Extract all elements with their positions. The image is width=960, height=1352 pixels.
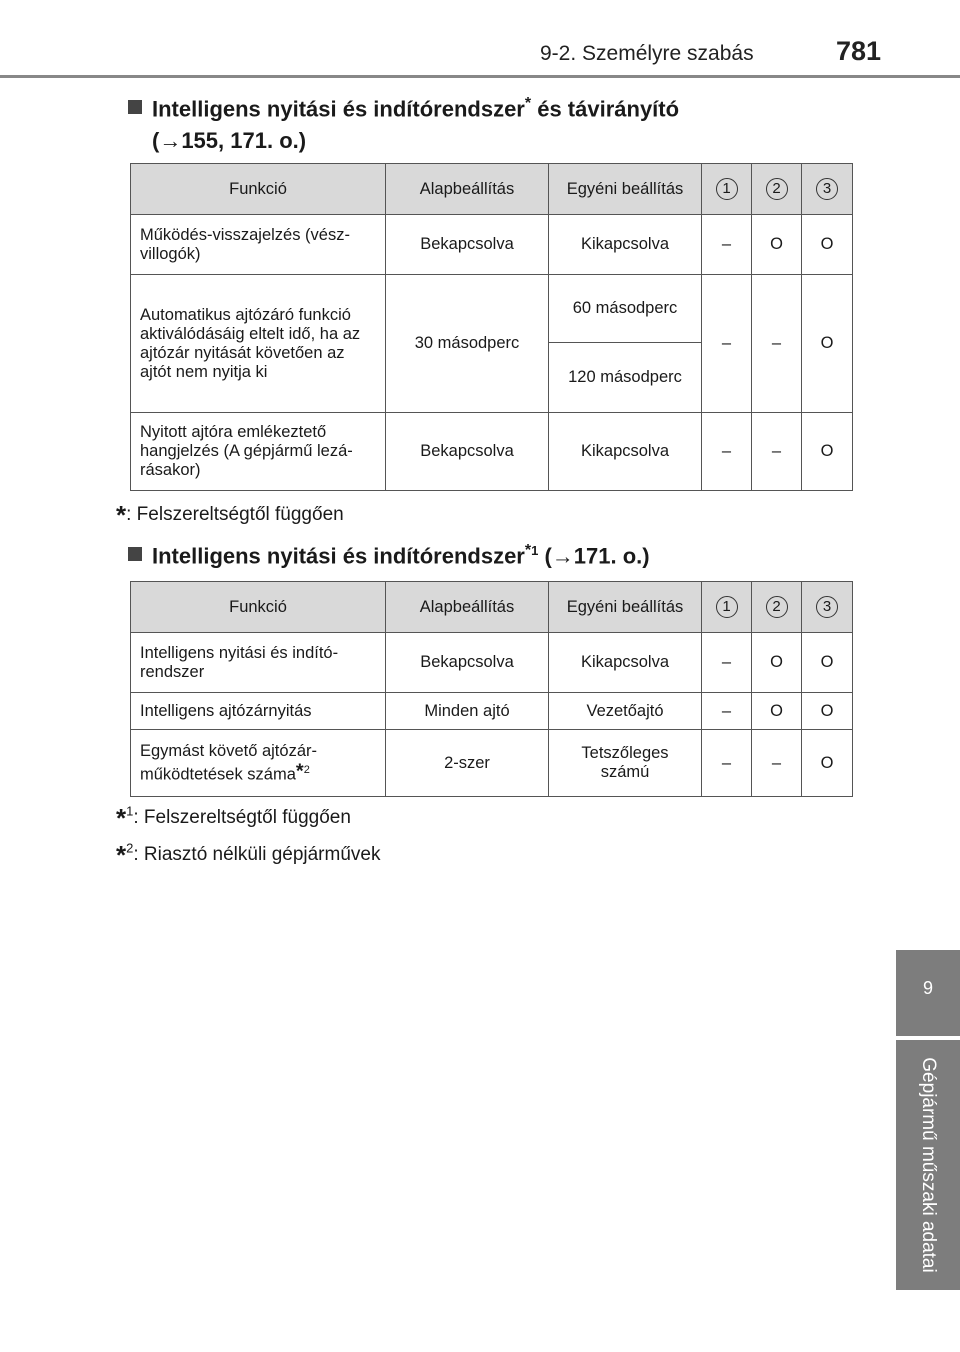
cell-col1: – [702, 413, 752, 491]
chapter-title: 9-2. Személyre szabás [540, 42, 754, 65]
section2-ref: (→171. o.) [538, 543, 650, 569]
col-header-3 [802, 582, 853, 633]
footnote-ref-star: * [295, 760, 304, 783]
cell-function [131, 730, 386, 797]
cell-custom-b: 120 másodperc [549, 343, 702, 413]
col-header-default: Alapbeállítás [386, 582, 549, 633]
table-row [131, 275, 853, 343]
cell-col2: – [752, 275, 802, 413]
col-header-3 [802, 164, 853, 215]
table-row [131, 413, 853, 491]
cell-custom: Kikapcsolva [549, 633, 702, 693]
cell-col2: – [752, 413, 802, 491]
square-bullet-icon [128, 547, 142, 561]
cell-function: Működés-visszajelzés (vész-villogók) [131, 215, 386, 275]
cell-col1: – [702, 693, 752, 730]
col-header-2 [752, 164, 802, 215]
cell-function-text: Egymást követő ajtózár-működtetések száma [140, 741, 317, 784]
col-header-function: Funkció [131, 582, 386, 633]
footnote-ref-num: 2 [303, 763, 310, 776]
cell-function: Intelligens ajtózárnyitás [131, 693, 386, 730]
section1-title-suffix: és távirányító [531, 96, 680, 122]
cell-col3: O [802, 275, 853, 413]
table-row [131, 633, 853, 693]
section1-table [130, 163, 853, 491]
section2-footnote-2 [116, 840, 380, 871]
square-bullet-icon [128, 100, 142, 114]
col-header-function: Funkció [131, 164, 386, 215]
cell-col2: – [752, 730, 802, 797]
cell-function: Automatikus ajtózáró funkció aktiválódásáig eltelt idő, ha az ajtózár nyitását követően az ajtót nem nyitja ki [131, 275, 386, 413]
cell-default: Bekapcsolva [386, 215, 549, 275]
section2-title: Intelligens nyitási és indítórendszer [152, 543, 525, 569]
circled-number-2-icon: 2 [766, 596, 788, 618]
cell-default: Bekapcsolva [386, 413, 549, 491]
col-header-default: Alapbeállítás [386, 164, 549, 215]
cell-default: Bekapcsolva [386, 633, 549, 693]
table-row [131, 730, 853, 797]
footnote-text: : Riasztó nélküli gépjárművek [133, 844, 381, 865]
table-header-row [131, 164, 853, 215]
cell-custom: Kikapcsolva [549, 413, 702, 491]
cell-col1: – [702, 275, 752, 413]
cell-default: 2-szer [386, 730, 549, 797]
section2-footnote-1 [116, 803, 351, 834]
section2-title-mark-num: 1 [531, 543, 539, 558]
cell-col1: – [702, 633, 752, 693]
footnote-star: * [116, 840, 127, 870]
footnote-num: 1 [126, 803, 134, 819]
cell-custom-a: 60 másodperc [549, 275, 702, 343]
side-tab-chapter-label [896, 1040, 960, 1290]
section1-title-mark: * [524, 95, 532, 112]
cell-default: Minden ajtó [386, 693, 549, 730]
circled-number-2-icon: 2 [766, 178, 788, 200]
footnote-text: : Felszereltségtől függően [126, 504, 344, 525]
cell-col3: O [802, 693, 853, 730]
section2-heading [128, 535, 650, 572]
cell-col3: O [802, 215, 853, 275]
cell-col3: O [802, 730, 853, 797]
section2-title-mark: * [524, 542, 532, 559]
col-header-1 [702, 164, 752, 215]
cell-default: 30 másodperc [386, 275, 549, 413]
section1-footnote [116, 500, 344, 531]
circled-number-3-icon: 3 [816, 596, 838, 618]
side-tab-chapter-number: 9 [896, 950, 960, 1036]
footnote-star: * [116, 500, 127, 530]
circled-number-1-icon: 1 [716, 178, 738, 200]
circled-number-1-icon: 1 [716, 596, 738, 618]
col-header-custom: Egyéni beállítás [549, 164, 702, 215]
footnote-star: * [116, 803, 127, 833]
side-tab-label-text: Gépjármű műszaki adatai [918, 1057, 939, 1273]
table-row [131, 215, 853, 275]
section2-table [130, 581, 853, 797]
cell-col2: O [752, 215, 802, 275]
header-divider [0, 75, 960, 78]
cell-function: Intelligens nyitási és indító-rendszer [131, 633, 386, 693]
circled-number-3-icon: 3 [816, 178, 838, 200]
section1-heading [128, 88, 679, 157]
footnote-num: 2 [126, 840, 134, 856]
table-header-row [131, 582, 853, 633]
section1-ref: (→155, 171. o.) [152, 128, 307, 154]
cell-custom: Kikapcsolva [549, 215, 702, 275]
table-row [131, 693, 853, 730]
page-number: 781 [836, 36, 882, 66]
cell-custom: Vezetőajtó [549, 693, 702, 730]
col-header-1 [702, 582, 752, 633]
cell-custom: Tetszőleges számú [549, 730, 702, 797]
cell-col1: – [702, 730, 752, 797]
col-header-2 [752, 582, 802, 633]
section1-title: Intelligens nyitási és indítórendszer [152, 96, 525, 122]
cell-function: Nyitott ajtóra emlékeztető hangjelzés (A gépjármű lezá-rásakor) [131, 413, 386, 491]
cell-col2: O [752, 633, 802, 693]
cell-col1: – [702, 215, 752, 275]
cell-col3: O [802, 413, 853, 491]
footnote-text: : Felszereltségtől függően [133, 807, 351, 828]
cell-col2: O [752, 693, 802, 730]
col-header-custom: Egyéni beállítás [549, 582, 702, 633]
cell-col3: O [802, 633, 853, 693]
